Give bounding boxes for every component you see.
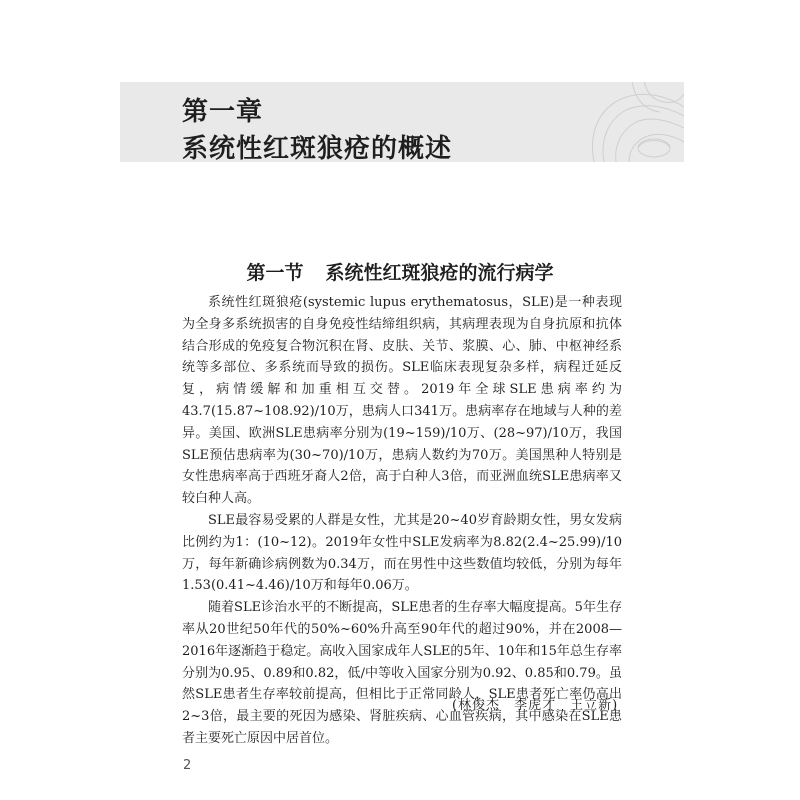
author-credits: (林俊杰 李虎才 王立新) bbox=[452, 698, 619, 713]
chapter-banner bbox=[120, 82, 684, 162]
section-title: 系统性红斑狼疮的流行病学 bbox=[325, 262, 554, 284]
paragraph-prevalence: 系统性红斑狼疮(systemic lupus erythematosus，SLE)是一种表现为全身多系统损害的自身免疫性结缔组织病，其病理表现为自身抗原和抗体结合形成的免疫复合物沉积在肾、皮肤、关节、浆膜、心、肺、中枢神经系统等多部位、多系统而导致的损伤。SLE临床表现复杂多样，病程迁延反复，病情缓解和加重相互交替。2019年全球SLE患病率约为43.7(15.87~108.92)/10万，患病人口341万。患病率存在地域与人种的差异。美国、欧洲SLE患病率分别为(19~159)/10万、(28~97)/10万，我国SLE预估患病率为(30~70)/10万，患病人数约为70万。美国黑种人特别是女性患病率高于西班牙裔人2倍，高于白种人3倍，而亚洲血统SLE患病率又较白种人高。 bbox=[182, 295, 622, 507]
body-text bbox=[182, 292, 622, 750]
chapter-number: 第一章 bbox=[182, 97, 264, 127]
chapter-title: 系统性红斑狼疮的概述 bbox=[182, 134, 453, 162]
kidney-illustration-icon bbox=[534, 82, 684, 162]
section-number: 第一节 bbox=[246, 262, 304, 284]
paragraph-incidence: SLE最容易受累的人群是女性，尤其是20~40岁育龄期女性，男女发病比例约为1：(10~12)。2019年女性中SLE发病率为8.82(2.4~25.99)/10万，每年新确诊病例数为0.34万，而在男性中这些数值均较低，分别为每年1.53(0.41~4.46)/10万和每年0.06万。 bbox=[182, 512, 622, 594]
page-number: 2 bbox=[183, 758, 192, 773]
section-heading bbox=[0, 258, 800, 285]
paragraph-survival: 随着SLE诊治水平的不断提高，SLE患者的生存率大幅度提高。5年生存率从20世纪50年代的50%~60%升高至90年代的超过90%，并在2008—2016年逐渐趋于稳定。高收入国家成年人SLE的5年、10年和15年总生存率分别为0.95、0.89和0.82，低/中等收入国家分别为0.92、0.85和0.79。虽然SLE患者生存率较前提高，但相比于正常同龄人，SLE患者死亡率仍高出2~3倍，最主要的死因为感染、肾脏疾病、心血管疾病，其中感染在SLE患者主要死亡原因中居首位。 bbox=[182, 600, 622, 746]
